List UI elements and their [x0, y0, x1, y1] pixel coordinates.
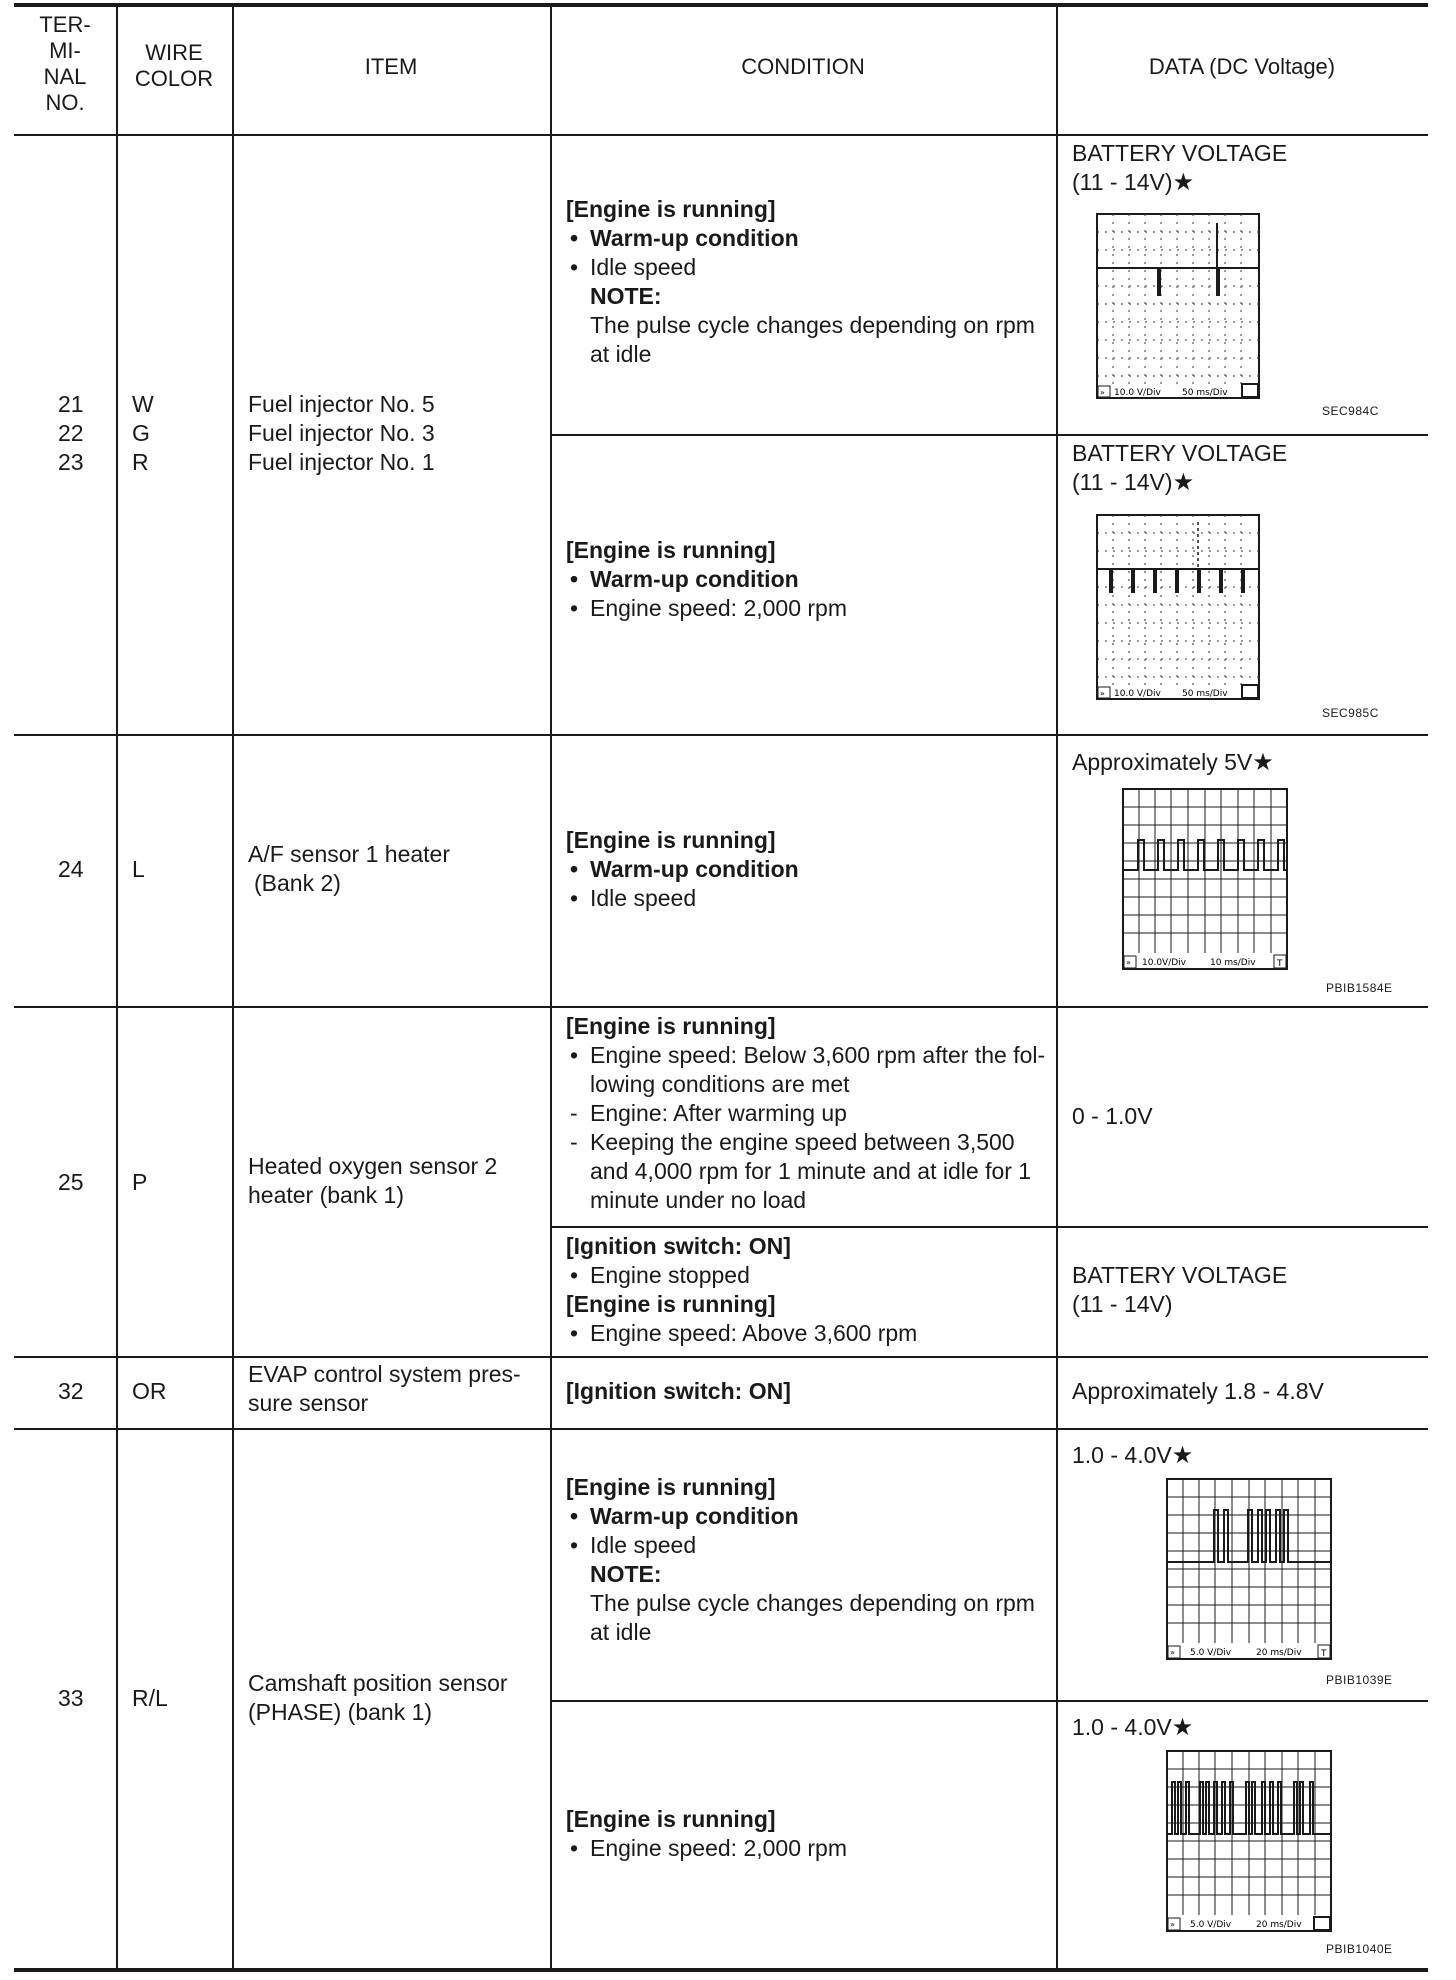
condition-cell: [Engine is running] • Engine speed: 2,000 rpm	[566, 1805, 847, 1863]
scope-volts-div: 10.0 V/Div	[1114, 689, 1161, 699]
wire-color: R/L	[132, 1685, 168, 1711]
scope-volts-div: 10.0V/Div	[1142, 958, 1186, 968]
terminal-number: 32	[58, 1378, 84, 1404]
wire-color: OR	[132, 1378, 167, 1404]
star-icon: ★	[1171, 1442, 1194, 1469]
scope-time-div: 10 ms/Div	[1210, 958, 1256, 968]
scope-volts-div: 10.0 V/Div	[1114, 388, 1161, 398]
svg-text:»: »	[1100, 388, 1105, 397]
data-cell: BATTERY VOLTAGE (11 - 14V)★	[1072, 140, 1288, 196]
table-bottom-rule	[14, 1968, 1428, 1972]
svg-text:»: »	[1170, 1920, 1175, 1929]
column-divider	[116, 4, 118, 1970]
condition-cell: [Ignition switch: ON] • Engine stopped [Engine is running] • Engine speed: Above 3,600 rpm	[566, 1232, 917, 1348]
row-divider	[14, 734, 1428, 736]
condition-cell: [Ignition switch: ON]	[566, 1378, 791, 1404]
header-wire-color: WIRE COLOR	[134, 40, 214, 91]
svg-text:»: »	[1170, 1648, 1175, 1657]
oscilloscope-waveform	[1166, 1750, 1334, 1932]
star-icon: ★	[1172, 469, 1195, 496]
wire-color: L	[132, 856, 145, 882]
row-divider	[14, 1428, 1428, 1430]
oscilloscope-waveform	[1166, 1478, 1334, 1660]
item-name: Camshaft position sensor (PHASE) (bank 1)	[248, 1670, 508, 1725]
data-cell: BATTERY VOLTAGE (11 - 14V)★	[1072, 440, 1288, 496]
figure-code: SEC984C	[1322, 404, 1379, 418]
scope-trigger-marker: T	[1277, 959, 1283, 969]
data-cell: 1.0 - 4.0V★	[1072, 1714, 1194, 1741]
terminal-number: 24	[58, 856, 84, 882]
header-terminal-no: TER- MI- NAL NO.	[39, 12, 91, 115]
table-top-rule	[14, 3, 1428, 7]
wire-color: P	[132, 1169, 148, 1195]
terminal-number: 33	[58, 1685, 84, 1711]
svg-text:»: »	[1126, 958, 1131, 967]
scope-time-div: 20 ms/Div	[1256, 1920, 1302, 1930]
row-divider	[14, 1356, 1428, 1358]
column-divider	[1056, 4, 1058, 1970]
scope-volts-div: 5.0 V/Div	[1190, 1920, 1232, 1930]
header-bottom-rule	[14, 134, 1428, 136]
row-divider	[550, 1226, 1428, 1228]
condition-cell: [Engine is running] • Warm-up condition • Idle speed NOTE: The pulse cycle changes depending on rpm at idle	[566, 195, 1035, 369]
star-icon: ★	[1252, 749, 1274, 776]
column-divider	[550, 4, 552, 1970]
oscilloscope-waveform	[1096, 514, 1260, 700]
terminal-number: 25	[58, 1169, 84, 1195]
scope-time-div: 50 ms/Div	[1182, 388, 1228, 398]
star-icon: ★	[1172, 169, 1195, 196]
header-condition: CONDITION	[741, 54, 865, 79]
data-cell: 0 - 1.0V	[1072, 1103, 1153, 1129]
row-divider	[550, 1700, 1428, 1702]
item-name: EVAP control system pres- sure sensor	[248, 1361, 521, 1416]
header-item: ITEM	[364, 54, 418, 79]
item-name: Fuel injector No. 5 Fuel injector No. 3 Fuel injector No. 1	[248, 391, 435, 475]
item-name: A/F sensor 1 heater (Bank 2)	[248, 841, 450, 896]
condition-cell: [Engine is running] • Warm-up condition • Idle speed	[566, 826, 799, 913]
data-cell: Approximately 5V★	[1072, 749, 1274, 776]
svg-text:»: »	[1100, 689, 1105, 698]
scope-time-div: 20 ms/Div	[1256, 1648, 1302, 1658]
wire-color: W G R	[132, 391, 154, 475]
data-cell: BATTERY VOLTAGE (11 - 14V)	[1072, 1262, 1288, 1317]
data-cell: 1.0 - 4.0V★	[1072, 1442, 1194, 1469]
header-data: DATA (DC Voltage)	[1148, 54, 1336, 79]
figure-code: PBIB1584E	[1326, 981, 1393, 995]
figure-code: PBIB1040E	[1326, 1942, 1393, 1956]
star-icon: ★	[1171, 1714, 1194, 1741]
condition-cell: [Engine is running] • Warm-up condition • Idle speed NOTE: The pulse cycle changes depending on rpm at idle	[566, 1473, 1035, 1647]
scope-time-div: 50 ms/Div	[1182, 689, 1228, 699]
scope-volts-div: 5.0 V/Div	[1190, 1648, 1232, 1658]
column-divider	[232, 4, 234, 1970]
row-divider	[550, 434, 1428, 436]
oscilloscope-waveform	[1096, 213, 1260, 399]
row-divider	[14, 1006, 1428, 1008]
scope-trigger-marker: T	[1321, 1649, 1327, 1659]
condition-cell: [Engine is running] • Engine speed: Below 3,600 rpm after the fol- lowing conditions are met - Engine: After warming up - Keeping the engine speed between 3,500 and 4,000 rpm for 1 minute and at idle for 1 minute under no load	[566, 1012, 1045, 1215]
condition-cell: [Engine is running] • Warm-up condition • Engine speed: 2,000 rpm	[566, 536, 847, 623]
figure-code: PBIB1039E	[1326, 1673, 1393, 1687]
terminal-number: 21 22 23	[58, 391, 84, 475]
oscilloscope-waveform	[1122, 788, 1290, 970]
item-name: Heated oxygen sensor 2 heater (bank 1)	[248, 1153, 498, 1208]
figure-code: SEC985C	[1322, 706, 1379, 720]
data-cell: Approximately 1.8 - 4.8V	[1072, 1378, 1324, 1404]
